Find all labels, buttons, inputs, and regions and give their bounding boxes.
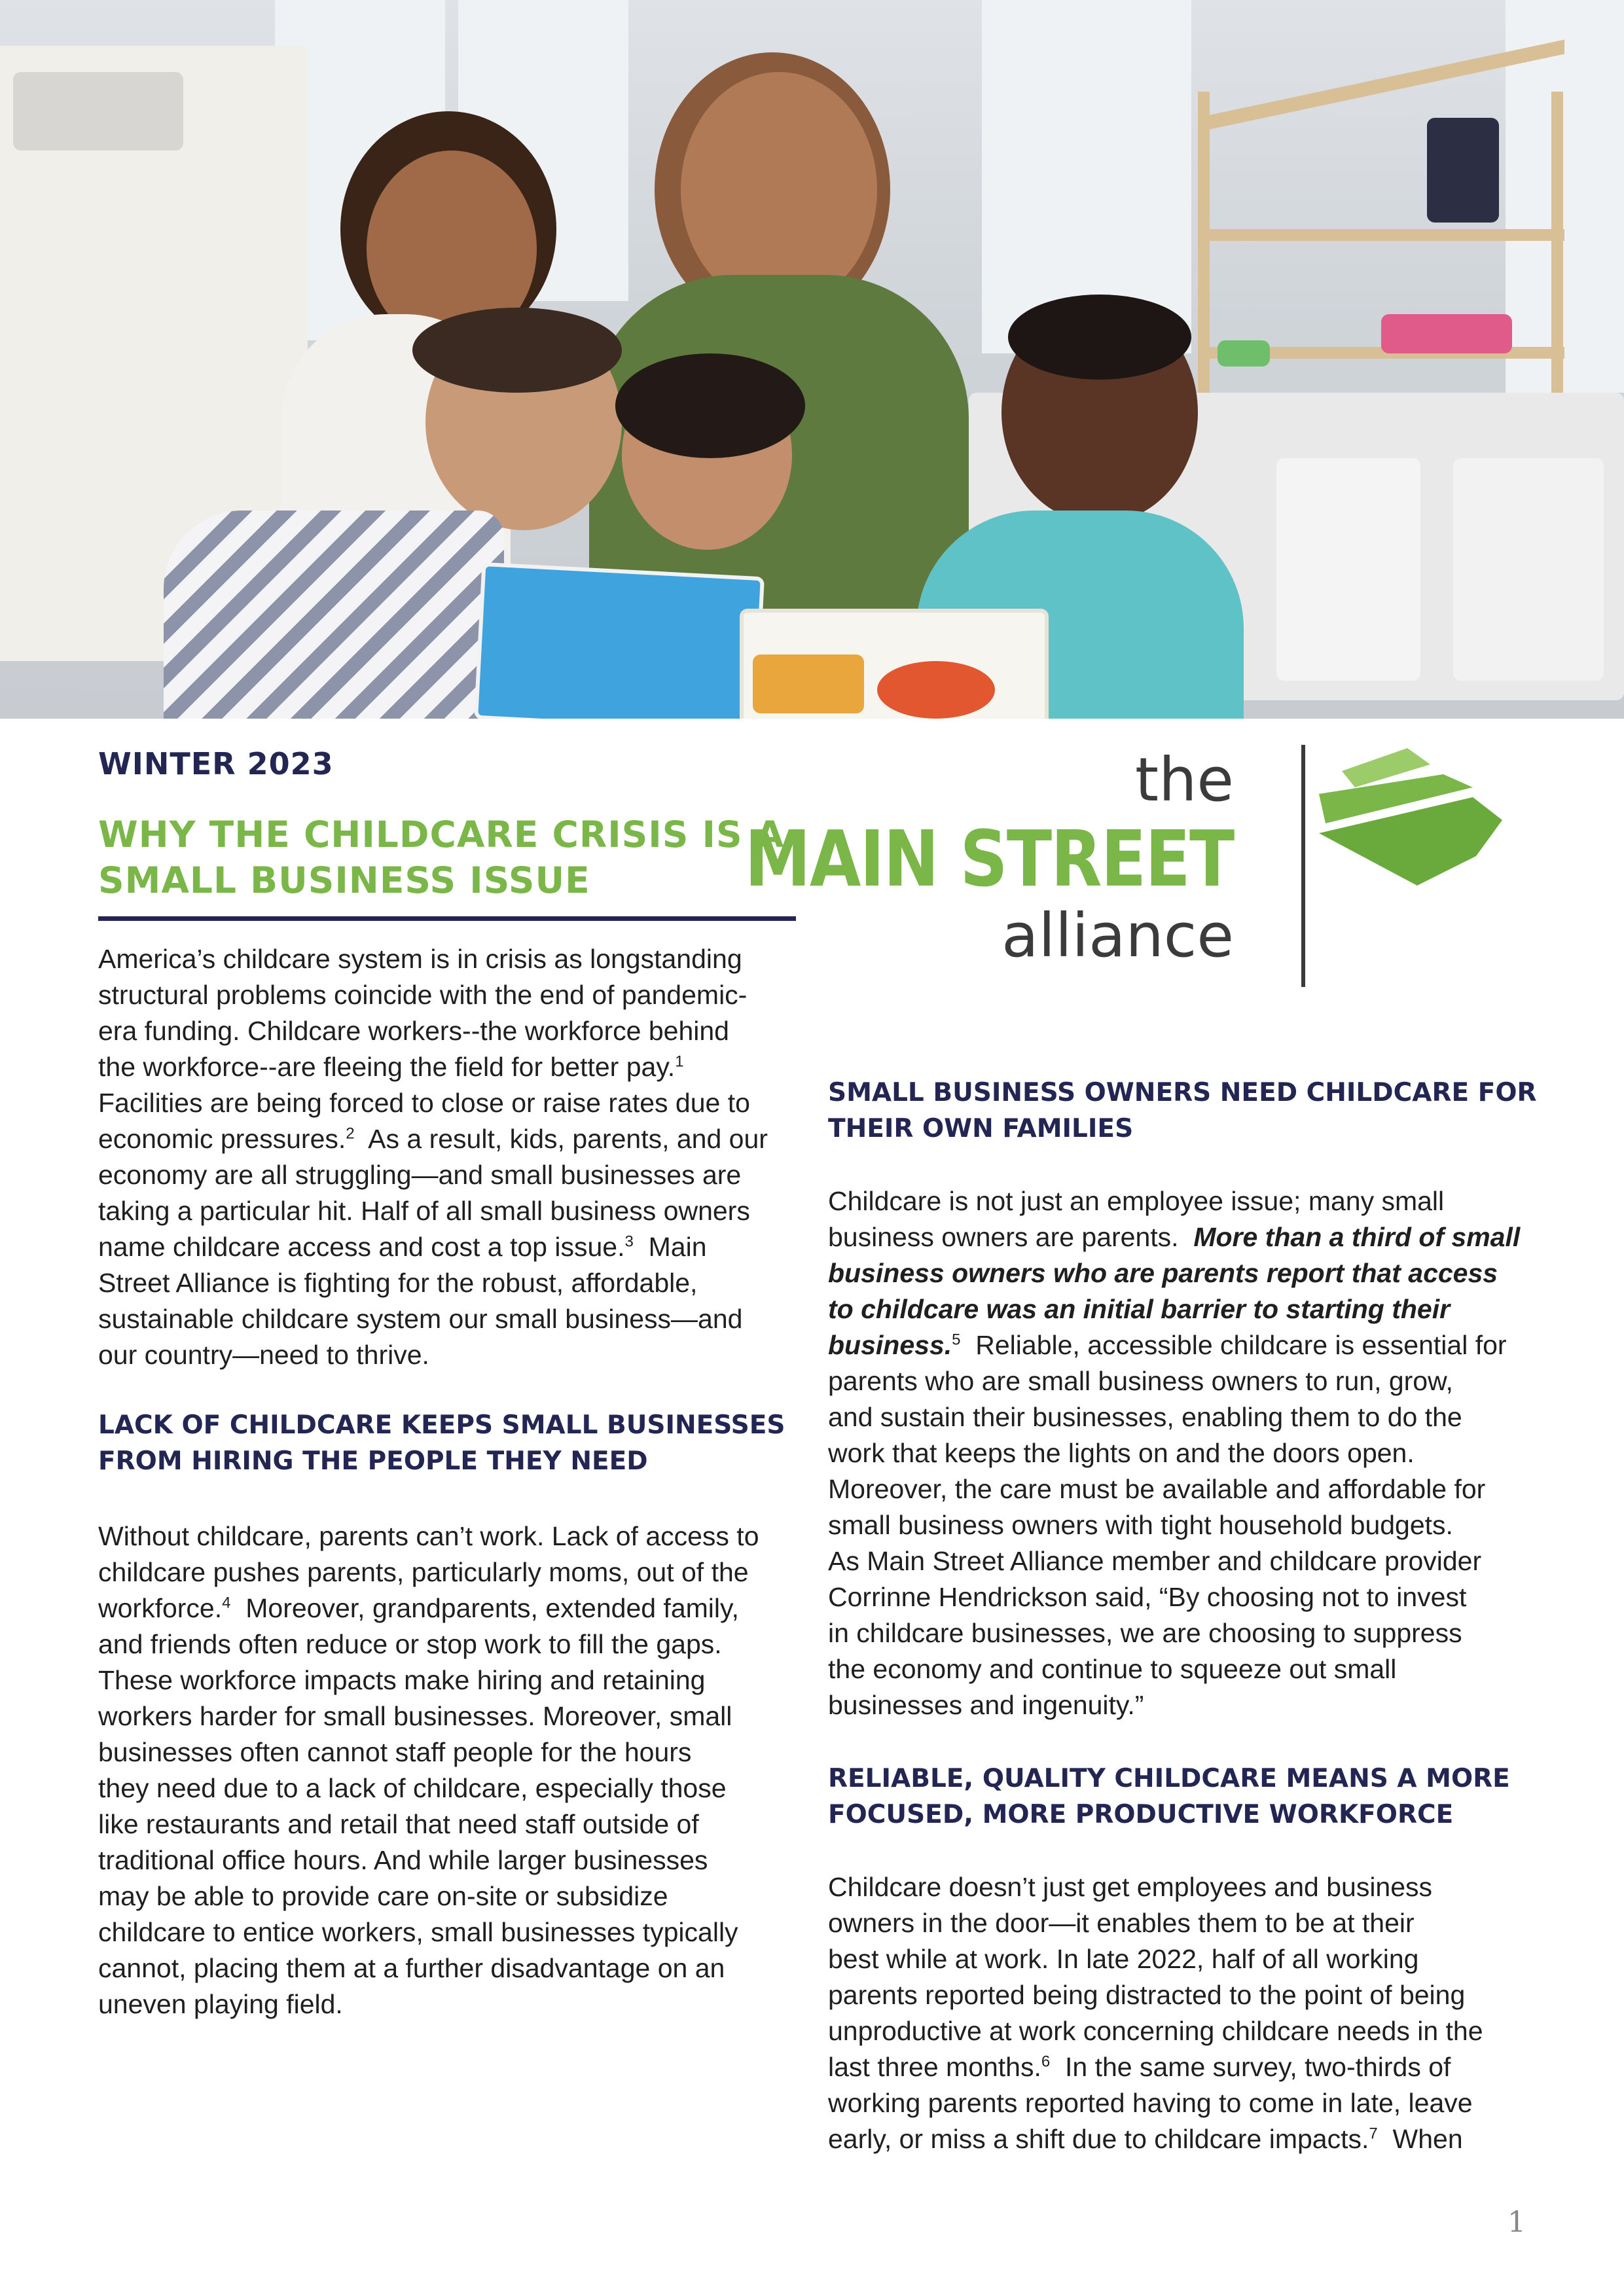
hiring-paragraph [98, 1518, 805, 2022]
text-line: may be able to provide care on-site or subsidize [98, 1881, 668, 1911]
text-line: parents who are small business owners to run, grow, [828, 1366, 1453, 1396]
text-fragment: In the same survey, two-thirds of [1050, 2052, 1451, 2082]
text-line: best while at work. In late 2022, half of all working [828, 1944, 1419, 1974]
text-line [828, 1291, 1535, 1327]
text-line: owners in the door—it enables them to be at their [828, 1908, 1415, 1938]
text-fragment: early, or miss a shift due to childcare impacts. [828, 2124, 1369, 2154]
emphasis-text: More than a third of small [1193, 1222, 1521, 1252]
emphasis-text: business. [828, 1330, 952, 1360]
text-line: and friends often reduce or stop work to fill the gaps. [98, 1629, 722, 1659]
emphasis-text: business owners who are parents report that access [828, 1258, 1498, 1288]
text-fragment: Main [633, 1232, 707, 1262]
text-line: businesses often cannot staff people for the hours [98, 1737, 692, 1767]
text-line: parents reported being distracted to the point of being [828, 1980, 1466, 2010]
heading-line: RELIABLE, QUALITY CHILDCARE MEANS A MORE [828, 1764, 1510, 1793]
text-fragment: the workforce--are fleeing the field for better pay. [98, 1052, 676, 1082]
footnote-ref: 4 [222, 1594, 231, 1612]
section-heading-workforce [828, 1761, 1510, 1833]
logo-main-street: MAIN STREET [745, 814, 1234, 904]
footnote-ref: 3 [624, 1232, 634, 1251]
text-line: taking a particular hit. Half of all small business owners [98, 1196, 750, 1226]
text-line: era funding. Childcare workers--the workforce behind [98, 1016, 729, 1046]
heading-line: THEIR OWN FAMILIES [828, 1114, 1134, 1143]
text-line: Moreover, the care must be available and affordable for [828, 1474, 1486, 1504]
text-fragment: economic pressures. [98, 1124, 346, 1154]
text-line [828, 1219, 1535, 1255]
logo-the: the [1135, 745, 1234, 815]
text-line: As Main Street Alliance member and childcare provider [828, 1546, 1482, 1576]
footnote-ref: 1 [675, 1052, 684, 1071]
title-line: WHY THE CHILDCARE CRISIS IS A [98, 814, 785, 855]
footnote-ref: 6 [1041, 2053, 1051, 2071]
workforce-paragraph [828, 1869, 1535, 2157]
title-line: SMALL BUSINESS ISSUE [98, 859, 590, 901]
owners-paragraph [828, 1183, 1535, 1723]
text-line: economy are all struggling—and small businesses are [98, 1160, 742, 1190]
text-line: sustainable childcare system our small business—and [98, 1304, 743, 1334]
text-fragment: When [1377, 2124, 1463, 2154]
text-line: Without childcare, parents can’t work. Lack of access to [98, 1521, 759, 1551]
footnote-ref: 2 [346, 1124, 355, 1143]
text-line: uneven playing field. [98, 1989, 343, 2019]
issue-date: WINTER 2023 [98, 746, 334, 781]
text-line [828, 1327, 1535, 1363]
text-line: structural problems coincide with the end of pandemic- [98, 980, 748, 1010]
text-line: they need due to a lack of childcare, especially those [98, 1773, 727, 1803]
text-fragment: name childcare access and cost a top issue. [98, 1232, 625, 1262]
text-line: work that keeps the lights on and the doors open. [828, 1438, 1415, 1468]
text-line [828, 2049, 1535, 2085]
section-heading-hiring [98, 1407, 785, 1479]
heading-line: FROM HIRING THE PEOPLE THEY NEED [98, 1446, 648, 1476]
text-line: our country—need to thrive. [98, 1340, 429, 1370]
text-line: cannot, placing them at a further disadvantage on an [98, 1953, 725, 1983]
text-line: like restaurants and retail that need staff outside of [98, 1809, 699, 1839]
intro-paragraph [98, 941, 805, 1373]
text-fragment: workforce. [98, 1593, 223, 1623]
text-fragment: Moreover, grandparents, extended family, [230, 1593, 739, 1623]
text-fragment: business owners are parents. [828, 1222, 1194, 1252]
logo-mark-icon [1316, 745, 1512, 895]
text-line [98, 1229, 805, 1265]
text-fragment: last three months. [828, 2052, 1041, 2082]
text-line: Childcare doesn’t just get employees and business [828, 1872, 1433, 1902]
text-line: the economy and continue to squeeze out small [828, 1654, 1397, 1684]
text-line: small business owners with tight household budgets. [828, 1510, 1453, 1540]
text-line: working parents reported having to come in late, leave [828, 2088, 1473, 2118]
text-line: and sustain their businesses, enabling them to do the [828, 1402, 1462, 1432]
text-line: in childcare businesses, we are choosing to suppress [828, 1618, 1462, 1648]
logo-alliance: alliance [1001, 901, 1234, 971]
text-line: childcare to entice workers, small businesses typically [98, 1917, 738, 1947]
heading-line: LACK OF CHILDCARE KEEPS SMALL BUSINESSES [98, 1410, 785, 1440]
text-line: workers harder for small businesses. Moreover, small [98, 1701, 732, 1731]
text-line: traditional office hours. And while larger businesses [98, 1845, 708, 1875]
title-divider [98, 916, 796, 921]
page-number: 1 [1507, 2206, 1526, 2239]
text-line: These workforce impacts make hiring and retaining [98, 1665, 706, 1695]
text-line: businesses and ingenuity.” [828, 1690, 1144, 1720]
text-line: childcare pushes parents, particularly moms, out of the [98, 1557, 749, 1587]
heading-line: SMALL BUSINESS OWNERS NEED CHILDCARE FOR [828, 1078, 1537, 1107]
text-line: Facilities are being forced to close or raise rates due to [98, 1088, 750, 1118]
section-heading-owners [828, 1075, 1537, 1147]
main-street-alliance-logo [745, 745, 1532, 994]
text-line: unproductive at work concerning childcare needs in the [828, 2016, 1483, 2046]
text-line [828, 2121, 1535, 2157]
text-line: Childcare is not just an employee issue; many small [828, 1186, 1445, 1216]
page-title [98, 812, 805, 903]
text-line [98, 1590, 805, 1626]
logo-divider [1301, 745, 1305, 987]
text-line [98, 1049, 805, 1085]
emphasis-text: to childcare was an initial barrier to starting their [828, 1294, 1451, 1324]
text-line [98, 1121, 805, 1157]
footnote-ref: 5 [952, 1331, 961, 1349]
footnote-ref: 7 [1369, 2125, 1378, 2143]
text-line: Street Alliance is fighting for the robust, affordable, [98, 1268, 698, 1298]
text-line: Corrinne Hendrickson said, “By choosing not to invest [828, 1582, 1467, 1612]
text-line: America’s childcare system is in crisis as longstanding [98, 944, 742, 974]
text-fragment: Reliable, accessible childcare is essential for [960, 1330, 1507, 1360]
hero-photo [0, 0, 1624, 719]
heading-line: FOCUSED, MORE PRODUCTIVE WORKFORCE [828, 1800, 1454, 1829]
text-fragment: As a result, kids, parents, and our [354, 1124, 768, 1154]
text-line [828, 1255, 1535, 1291]
